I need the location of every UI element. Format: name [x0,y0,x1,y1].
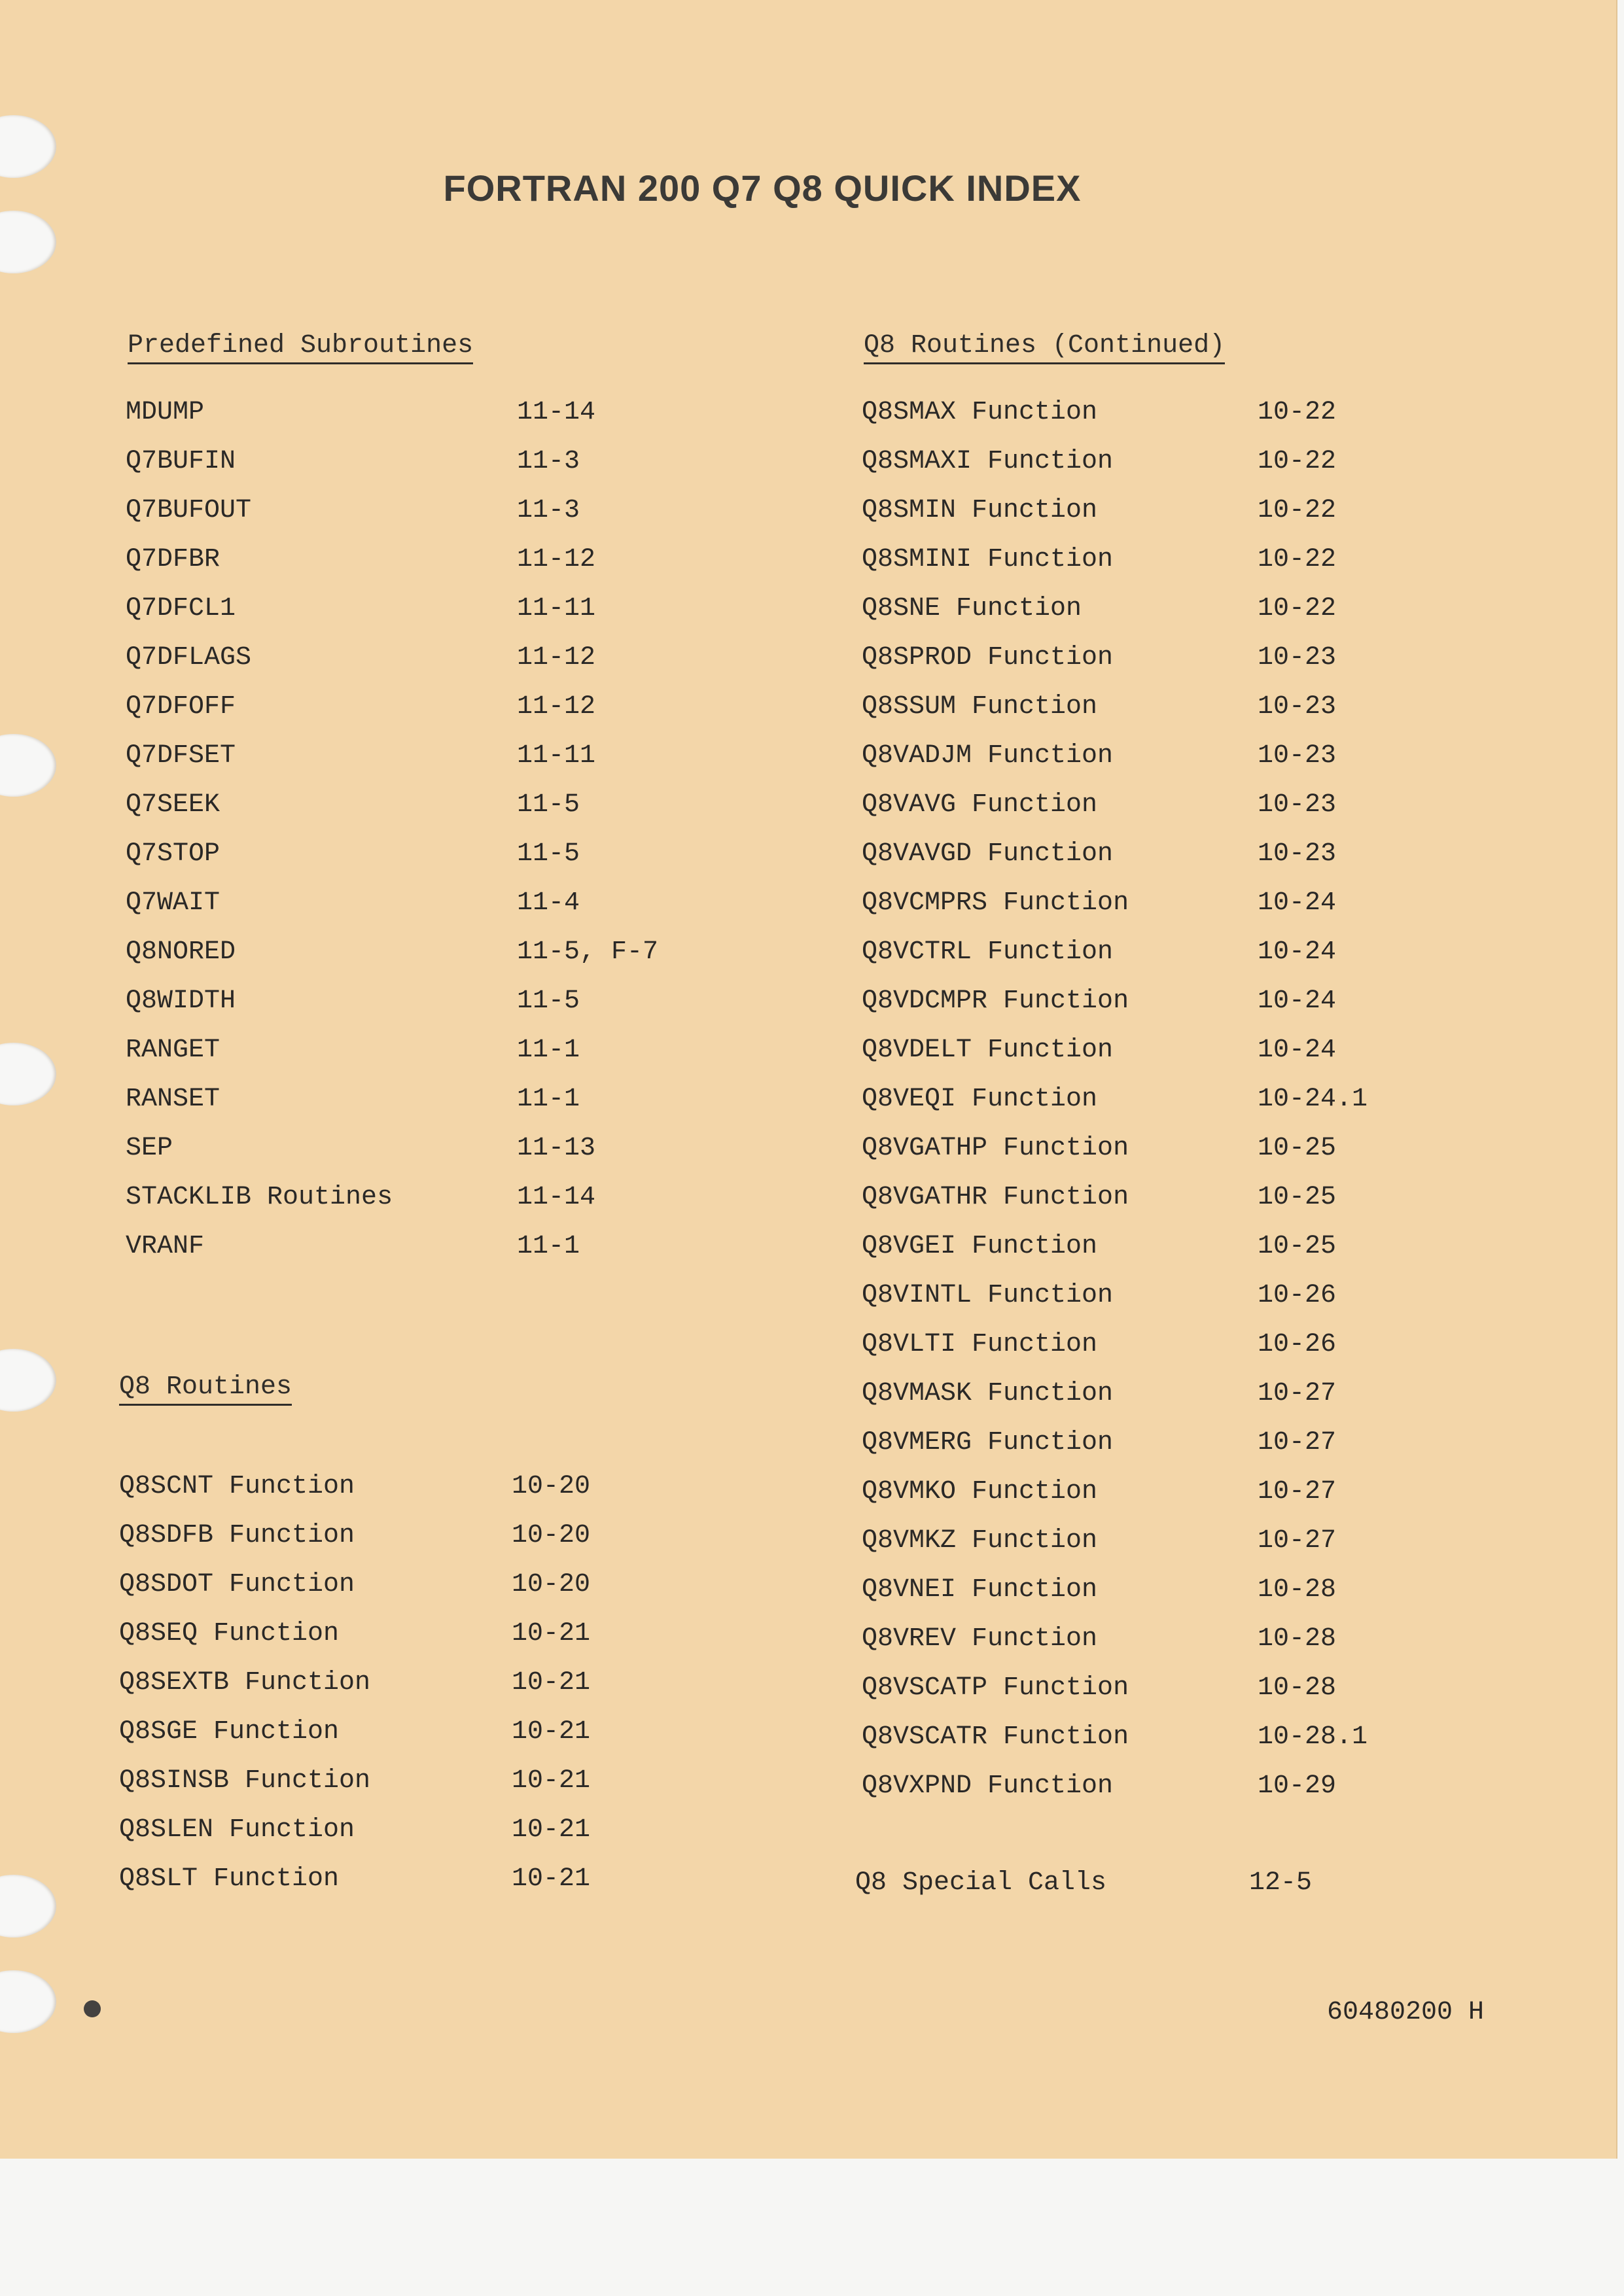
entry-name: RANGET [126,1035,221,1065]
entry-name: Q8SGE Function [119,1717,340,1747]
entry-page: 10-27 [1258,1526,1337,1556]
entry-name: Q8SLEN Function [119,1815,355,1845]
entry-name: Q8NORED [126,937,236,967]
entry-page: 11-12 [517,643,596,672]
section-heading-predefined: Predefined Subroutines [128,331,473,364]
entry-name: Q8VXPND Function [862,1771,1114,1801]
punch-hole [0,1349,56,1412]
entry-page: 10-24 [1258,1035,1337,1065]
entry-page: 10-20 [512,1472,591,1501]
entry-name: Q8VLTI Function [862,1330,1098,1359]
entry-page: 11-5 [517,790,580,820]
entry-name: Q8VAVGD Function [862,839,1114,869]
entry-name: Q8VINTL Function [862,1281,1114,1310]
entry-name: Q7SEEK [126,790,221,820]
entry-page: 10-21 [512,1717,591,1747]
entry-name: Q8VGATHR Function [862,1183,1129,1212]
entry-page: 10-22 [1258,545,1337,574]
entry-page: 10-28.1 [1258,1722,1368,1752]
entry-page: 11-5 [517,839,580,869]
entry-name: Q8SLT Function [119,1864,340,1894]
entry-name: Q8SINSB Function [119,1766,371,1796]
entry-page: 10-25 [1258,1232,1337,1261]
entry-page: 11-13 [517,1134,596,1163]
entry-page: 10-27 [1258,1428,1337,1457]
entry-name: Q7DFLAGS [126,643,252,672]
entry-name: Q8VMKZ Function [862,1526,1098,1556]
entry-name: Q8WIDTH [126,986,236,1016]
entry-page: 11-12 [517,545,596,574]
entry-name: Q8VEQI Function [862,1085,1098,1114]
entry-page: 10-23 [1258,643,1337,672]
entry-name: Q8VCMPRS Function [862,888,1129,918]
entry-name: Q8VREV Function [862,1624,1098,1654]
entry-page: 10-20 [512,1521,591,1550]
punch-hole [0,1875,56,1938]
entry-page: 10-22 [1258,398,1337,427]
entry-page: 10-23 [1258,692,1337,722]
entry-name: Q8SCNT Function [119,1472,355,1501]
entry-page: 11-4 [517,888,580,918]
entry-name: Q7DFBR [126,545,221,574]
entry-page: 10-21 [512,1619,591,1648]
entry-page: 11-1 [517,1035,580,1065]
entry-name: Q8VMERG Function [862,1428,1114,1457]
entry-name: Q8SDFB Function [119,1521,355,1550]
entry-name: Q7BUFOUT [126,496,252,525]
entry-name: RANSET [126,1085,221,1114]
entry-name: Q8SEXTB Function [119,1668,371,1697]
entry-name: Q8SDOT Function [119,1570,355,1599]
entry-page: 10-23 [1258,741,1337,771]
entry-name: Q8SEQ Function [119,1619,340,1648]
entry-name: Q8VNEI Function [862,1575,1098,1605]
entry-name: SEP [126,1134,173,1163]
entry-name: Q8SMAX Function [862,398,1098,427]
entry-name: Q7DFSET [126,741,236,771]
section-heading-q8-continued: Q8 Routines (Continued) [864,331,1225,364]
entry-page: 10-23 [1258,839,1337,869]
entry-page: 11-5, F-7 [517,937,659,967]
entry-page: 10-24 [1258,937,1337,967]
entry-name: VRANF [126,1232,205,1261]
entry-page: 10-21 [512,1766,591,1796]
entry-page: 10-24 [1258,888,1337,918]
document-number: 60480200 H [1327,1998,1485,2027]
entry-name: Q8VSCATR Function [862,1722,1129,1752]
entry-name: Q8VCTRL Function [862,937,1114,967]
entry-name: Q8SSUM Function [862,692,1098,722]
entry-name: Q7DFCL1 [126,594,236,623]
entry-name: Q7DFOFF [126,692,236,722]
entry-page: 11-14 [517,398,596,427]
entry-name: Q8VMKO Function [862,1477,1098,1506]
entry-page: 11-5 [517,986,580,1016]
punch-hole [0,1970,56,2033]
entry-name: Q8SNE Function [862,594,1082,623]
section-heading-q8-routines: Q8 Routines [119,1372,292,1406]
entry-page: 10-23 [1258,790,1337,820]
entry-name: Q8VAVG Function [862,790,1098,820]
entry-name: Q8VSCATP Function [862,1673,1129,1703]
entry-page: 11-11 [517,741,596,771]
entry-name: Q7STOP [126,839,221,869]
entry-name: Q7WAIT [126,888,221,918]
entry-page: 10-21 [512,1815,591,1845]
entry-page: 10-21 [512,1668,591,1697]
entry-page: 10-22 [1258,594,1337,623]
entry-page: 10-22 [1258,447,1337,476]
entry-name: Q8VMASK Function [862,1379,1114,1408]
entry-name: Q8VDCMPR Function [862,986,1129,1016]
entry-page: 10-28 [1258,1624,1337,1654]
entry-page: 10-21 [512,1864,591,1894]
entry-name: MDUMP [126,398,205,427]
entry-page: 11-12 [517,692,596,722]
entry-page: 10-28 [1258,1575,1337,1605]
entry-name: Q8SMAXI Function [862,447,1114,476]
entry-page: 11-3 [517,447,580,476]
entry-name: Q8VADJM Function [862,741,1114,771]
entry-name: Q8SPROD Function [862,643,1114,672]
punch-hole [0,734,56,797]
entry-page: 11-3 [517,496,580,525]
entry-page: 10-24.1 [1258,1085,1368,1114]
entry-page: 10-27 [1258,1477,1337,1506]
entry-page: 10-26 [1258,1281,1337,1310]
entry-name: Q8SMINI Function [862,545,1114,574]
entry-name: Q8VGATHP Function [862,1134,1129,1163]
entry-page: 10-24 [1258,986,1337,1016]
entry-page: 10-20 [512,1570,591,1599]
entry-page: 10-25 [1258,1134,1337,1163]
entry-name: STACKLIB Routines [126,1183,393,1212]
bullet-dot [84,2000,101,2017]
entry-name: Q8 Special Calls [855,1868,1107,1898]
entry-page: 10-22 [1258,496,1337,525]
entry-page: 12-5 [1249,1868,1313,1898]
entry-page: 11-11 [517,594,596,623]
entry-page: 10-27 [1258,1379,1337,1408]
entry-name: Q8VDELT Function [862,1035,1114,1065]
entry-name: Q7BUFIN [126,447,236,476]
entry-page: 10-29 [1258,1771,1337,1801]
entry-page: 10-26 [1258,1330,1337,1359]
punch-hole [0,1043,56,1105]
punch-hole [0,211,56,273]
entry-name: Q8VGEI Function [862,1232,1098,1261]
entry-page: 10-28 [1258,1673,1337,1703]
entry-name: Q8SMIN Function [862,496,1098,525]
entry-page: 11-1 [517,1232,580,1261]
entry-page: 11-1 [517,1085,580,1114]
entry-page: 11-14 [517,1183,596,1212]
entry-page: 10-25 [1258,1183,1337,1212]
page-title: FORTRAN 200 Q7 Q8 QUICK INDEX [443,167,1082,209]
